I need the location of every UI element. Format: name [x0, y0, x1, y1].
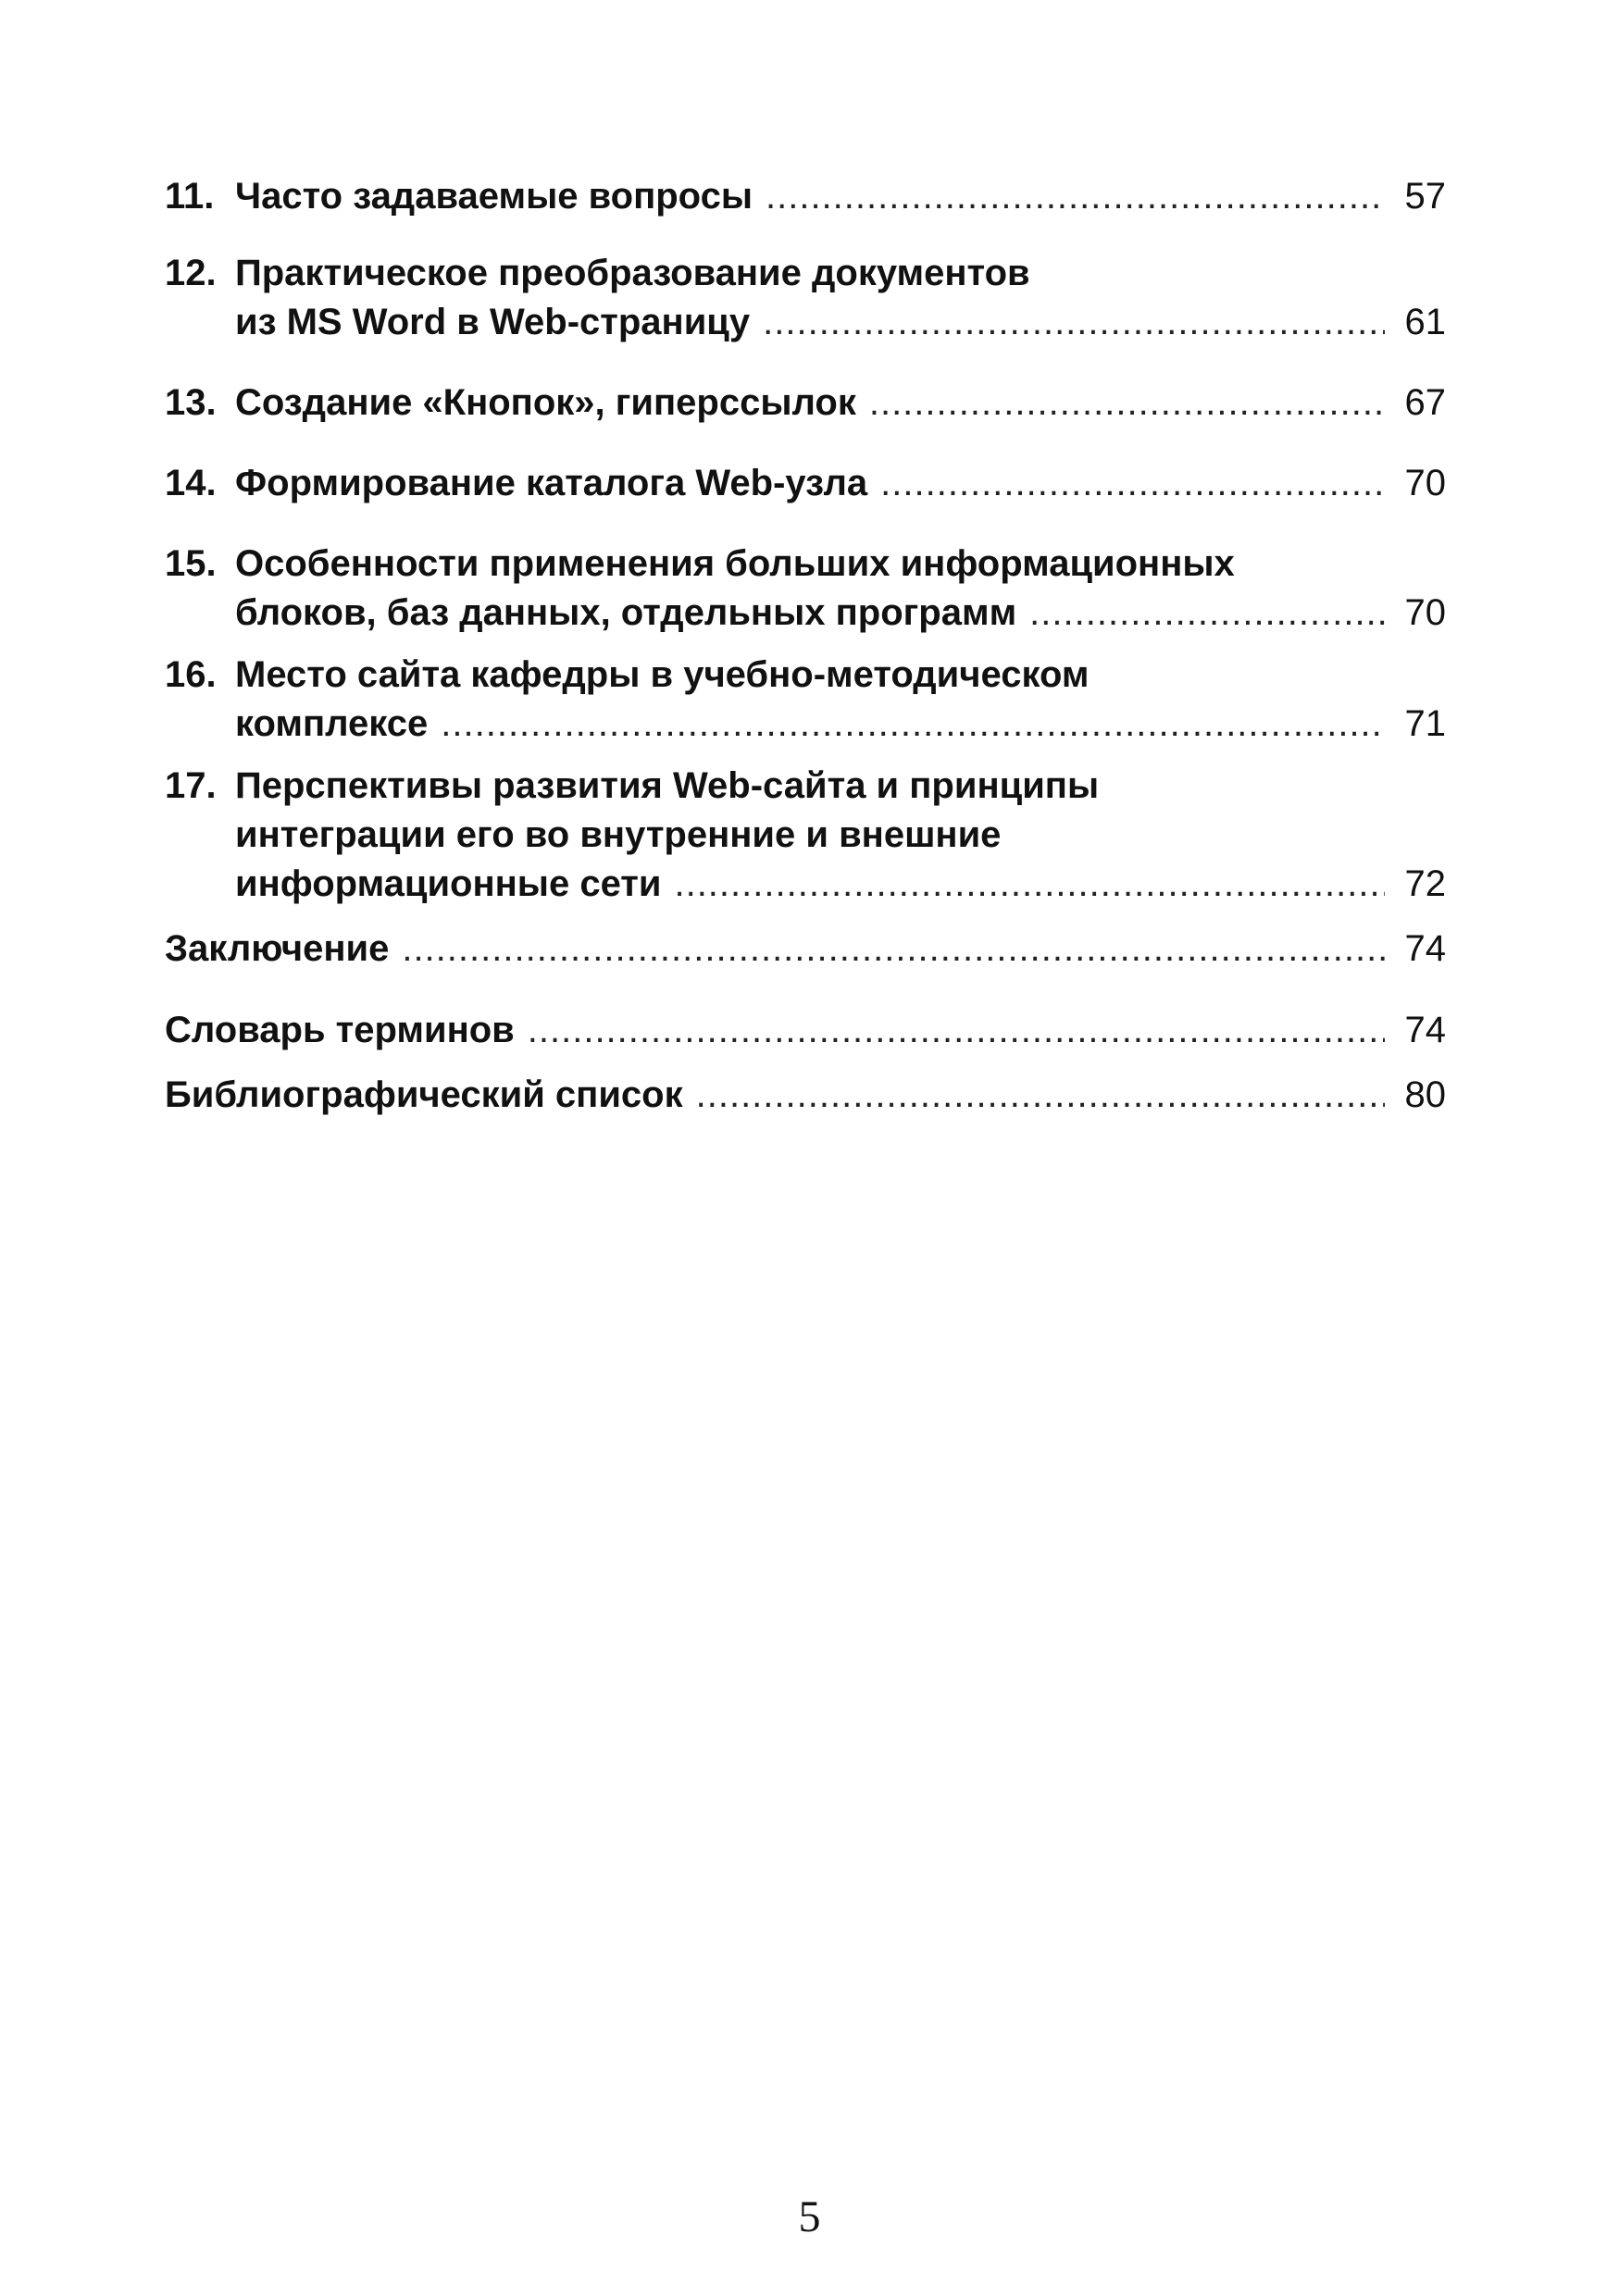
toc-entry-page: 67 [1404, 382, 1446, 423]
toc-entry-title: Перспективы развития Web-сайта и принципы [235, 765, 1100, 806]
toc-entry-title-continued: информационные сети [235, 863, 662, 904]
toc-entry-title: Место сайта кафедры в учебно-методическом [235, 654, 1090, 695]
toc-entry-title: Практическое преобразование документов [235, 253, 1030, 293]
toc-entry-page: 57 [1404, 176, 1446, 217]
dot-leader [763, 298, 1385, 347]
dot-leader [674, 860, 1385, 909]
dot-leader [402, 925, 1385, 974]
toc-entry-page: 70 [1404, 592, 1446, 633]
toc-entry-number: 12. [165, 253, 217, 293]
dot-leader [869, 379, 1385, 428]
table-of-contents [165, 172, 1446, 1120]
toc-entry-number: 14. [165, 463, 217, 503]
toc-entry-line [165, 249, 1446, 298]
toc-entry-line [165, 1006, 1446, 1055]
toc-entry-title: Формирование каталога Web-узла [235, 463, 868, 503]
page-number: 5 [798, 2192, 821, 2241]
toc-entry [165, 459, 1446, 508]
dot-leader [696, 1071, 1385, 1120]
toc-entry-number: 13. [165, 382, 217, 423]
toc-entry-page: 72 [1404, 863, 1446, 904]
dot-leader [441, 700, 1385, 749]
dot-leader [766, 172, 1385, 221]
toc-entry [165, 540, 1446, 638]
toc-entry-line [165, 860, 1446, 909]
toc-entry-title-continued: комплексе [235, 703, 429, 744]
toc-entry-title: Особенности применения больших информационных [235, 543, 1235, 584]
toc-entry-title-continued: интеграции его во внутренние и внешние [235, 814, 1002, 855]
toc-entry [165, 379, 1446, 428]
toc-entry-number: 11. [165, 176, 215, 217]
dot-leader [880, 459, 1385, 508]
toc-entry [165, 1071, 1446, 1120]
toc-entry [165, 172, 1446, 221]
toc-entry-title: Библиографический список [165, 1074, 683, 1115]
toc-entry-line [165, 651, 1446, 700]
toc-entry-page: 71 [1404, 703, 1446, 744]
toc-entry-title: Часто задаваемые вопросы [235, 176, 753, 217]
toc-entry-title: Словарь терминов [165, 1010, 515, 1050]
toc-entry-number: 16. [165, 654, 217, 695]
toc-entry [165, 651, 1446, 749]
toc-entry-number: 17. [165, 765, 217, 806]
toc-entry [165, 249, 1446, 347]
toc-entry-line [165, 1071, 1446, 1120]
toc-entry-title: Создание «Кнопок», гиперссылок [235, 382, 856, 423]
toc-entry-line [165, 459, 1446, 508]
toc-entry-page: 61 [1404, 302, 1446, 342]
toc-entry-line [165, 925, 1446, 974]
toc-entry-line [165, 811, 1446, 860]
toc-entry-line [165, 700, 1446, 749]
toc-entry-number: 15. [165, 543, 217, 584]
toc-entry-page: 70 [1404, 463, 1446, 503]
toc-entry-title: Заключение [165, 928, 390, 969]
toc-entry-line [165, 762, 1446, 811]
toc-entry [165, 925, 1446, 974]
toc-entry-line [165, 379, 1446, 428]
toc-entry-page: 74 [1404, 928, 1446, 969]
toc-entry [165, 1006, 1446, 1055]
toc-entry-page: 80 [1404, 1074, 1446, 1115]
toc-entry-page: 74 [1404, 1010, 1446, 1050]
toc-entry-line [165, 589, 1446, 638]
toc-entry-line [165, 172, 1446, 221]
toc-entry-line [165, 540, 1446, 589]
toc-entry-title-continued: из MS Word в Web-страницу [235, 302, 751, 342]
dot-leader [528, 1006, 1385, 1055]
dot-leader [1029, 589, 1385, 638]
toc-entry-line [165, 298, 1446, 347]
toc-entry-title-continued: блоков, баз данных, отдельных программ [235, 592, 1017, 633]
toc-entry [165, 762, 1446, 909]
